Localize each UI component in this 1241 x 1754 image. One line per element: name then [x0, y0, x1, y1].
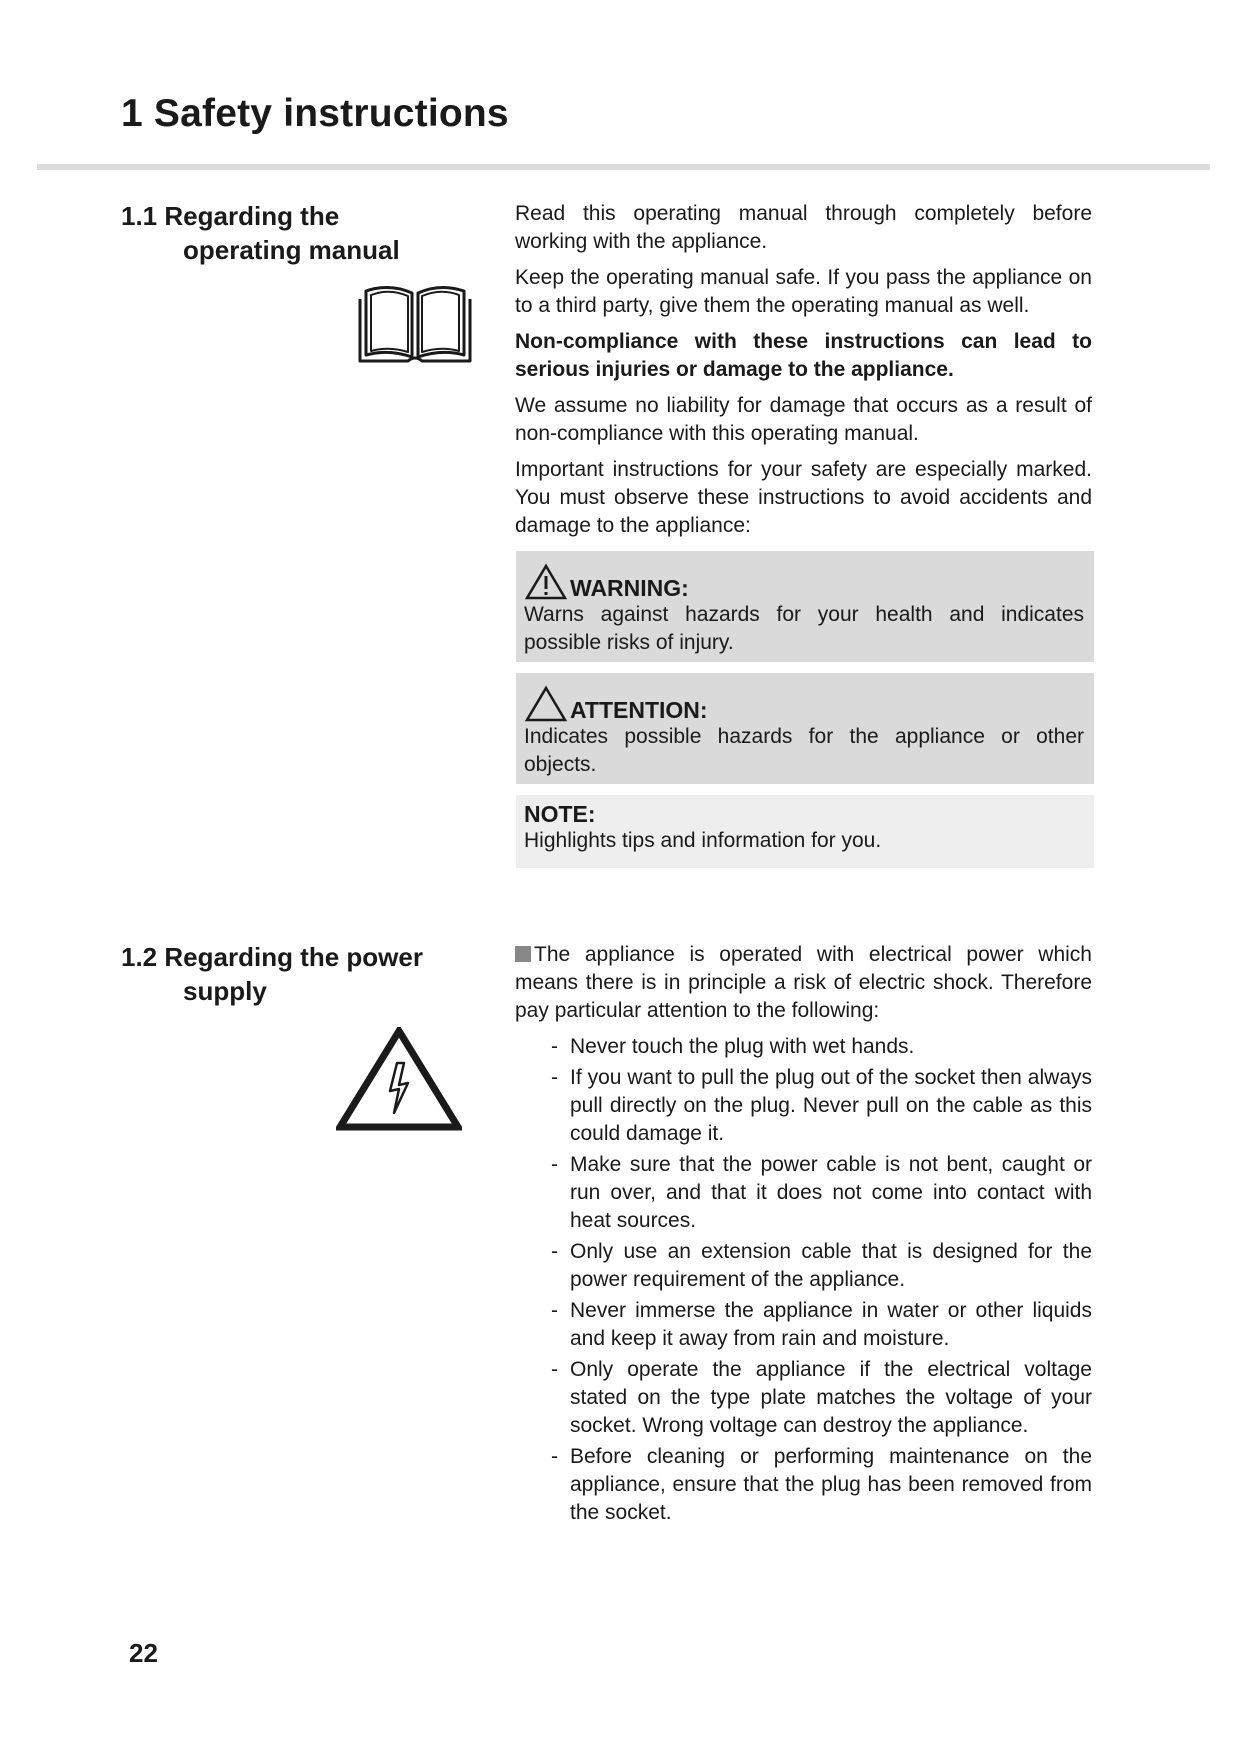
paragraph-read-manual: Read this operating manual through completely before working with the appliance.: [515, 202, 1092, 253]
note-label: NOTE:: [524, 801, 596, 827]
warning-label: WARNING:: [570, 575, 689, 601]
section-1-1-heading-line1: Regarding the: [164, 201, 340, 231]
warning-header: [524, 563, 1084, 601]
section-1-2-body: [515, 941, 1092, 1530]
list-item: - Only use an extension cable that is designed for the power requirement of the appliance.: [551, 1238, 1092, 1294]
power-intro: [515, 941, 1092, 1025]
section-1-1-number: 1.1: [121, 201, 158, 231]
section-1-1-heading-line2: operating manual: [183, 235, 400, 265]
warning-text: Warns against hazards for your health and indicates possible risks of injury.: [524, 603, 1084, 654]
power-intro-text: The appliance is operated with electrical power which means there is in principle a risk of electric shock. Therefore pay particular attention to the following:: [515, 943, 1092, 1022]
note-box: [516, 795, 1094, 868]
attention-box: [516, 673, 1094, 784]
paragraph-keep-manual: Keep the operating manual safe. If you pass the appliance on to a third party, give them the operating manual as well.: [515, 266, 1092, 317]
section-1-2-heading-line1: Regarding the power: [164, 942, 423, 972]
section-1-2-heading: [121, 940, 423, 1008]
list-item: - Before cleaning or performing maintenance on the appliance, ensure that the plug has been removed from the socket.: [551, 1443, 1092, 1527]
page-title: 1 Safety instructions: [121, 92, 509, 135]
list-item: - Never touch the plug with wet hands.: [551, 1033, 1092, 1061]
section-1-1-body: [515, 200, 1092, 548]
attention-header: [524, 685, 1084, 723]
paragraph-important: Important instructions for your safety are especially marked. You must observe these instructions to avoid accidents and damage to the appliance:: [515, 458, 1092, 537]
title-divider: [37, 164, 1210, 170]
list-item: - Make sure that the power cable is not bent, caught or run over, and that it does not come into contact with heat sources.: [551, 1151, 1092, 1235]
list-item: - Only operate the appliance if the electrical voltage stated on the type plate matches the voltage of your socket. Wrong voltage can destroy the appliance.: [551, 1356, 1092, 1440]
section-1-2-heading-line2: supply: [183, 976, 267, 1006]
section-1-1-heading: [121, 199, 400, 267]
warning-triangle-icon: [524, 563, 568, 601]
list-item: - If you want to pull the plug out of the socket then always pull directly on the plug. Never pull on the cable as this could damage it.: [551, 1064, 1092, 1148]
warning-box: [516, 551, 1094, 662]
paragraph-non-compliance: Non-compliance with these instructions can lead to serious injuries or damage to the appliance.: [515, 330, 1092, 381]
attention-text: Indicates possible hazards for the appliance or other objects.: [524, 725, 1084, 776]
list-item: - Never immerse the appliance in water or other liquids and keep it away from rain and moisture.: [551, 1297, 1092, 1353]
attention-triangle-icon: [524, 685, 568, 723]
attention-label: ATTENTION:: [570, 697, 708, 723]
square-bullet: [515, 946, 531, 962]
power-safety-list: [551, 1033, 1092, 1527]
note-header: [524, 801, 1084, 827]
note-text: Highlights tips and information for you.: [524, 829, 882, 852]
electric-hazard-icon: [336, 1027, 462, 1131]
open-book-icon: [356, 277, 474, 365]
page-number: 22: [129, 1638, 158, 1668]
paragraph-liability: We assume no liability for damage that occurs as a result of non-compliance with this operating manual.: [515, 394, 1092, 445]
section-1-2-number: 1.2: [121, 942, 158, 972]
